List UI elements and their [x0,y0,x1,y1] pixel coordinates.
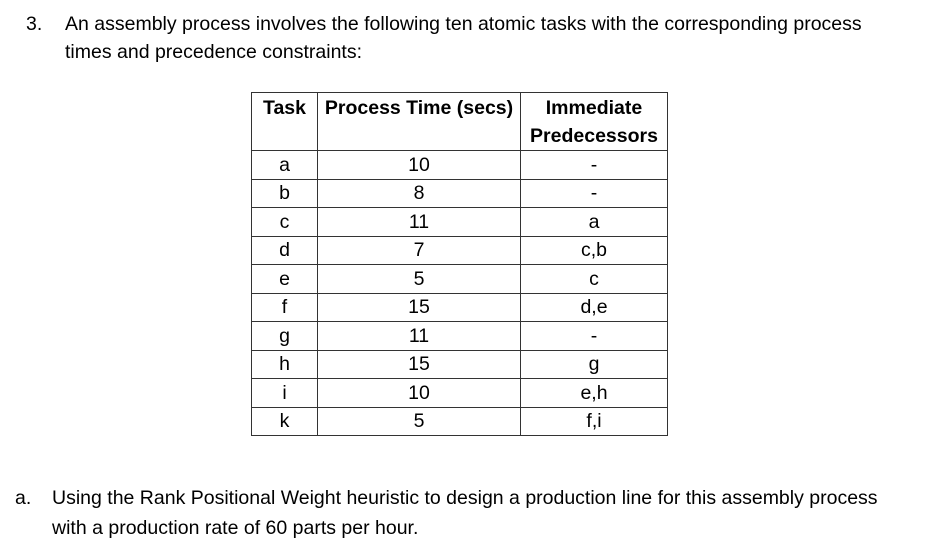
table-row [252,265,668,294]
header-predecessors-line-1: Immediate [545,97,643,119]
cell-time: 5 [318,265,521,294]
cell-task: a [252,151,318,180]
part-a-text [52,483,932,543]
table-row [252,208,668,237]
header-task: Task [252,93,318,151]
table-row [252,322,668,351]
question-text-line-2: times and precedence constraints: [65,41,362,63]
table-row [252,379,668,408]
part-a-text-line-1: Using the Rank Positional Weight heuristic to design a production line for this assembly process [52,487,878,509]
table-row [252,407,668,436]
cell-time: 11 [318,208,521,237]
table-row [252,350,668,379]
cell-task: i [252,379,318,408]
question-text [65,10,925,66]
cell-time: 11 [318,322,521,351]
table-row [252,293,668,322]
header-predecessors-line-2: Predecessors [530,125,658,147]
table-header-row [252,93,668,151]
cell-predecessors: g [521,350,668,379]
question-text-line-1: An assembly process involves the following ten atomic tasks with the corresponding process [65,13,862,35]
cell-time: 7 [318,236,521,265]
question-number: 3. [26,13,43,35]
cell-predecessors: a [521,208,668,237]
cell-time: 8 [318,179,521,208]
cell-time: 5 [318,407,521,436]
cell-task: d [252,236,318,265]
cell-predecessors: - [521,179,668,208]
cell-predecessors: - [521,151,668,180]
cell-predecessors: d,e [521,293,668,322]
cell-task: g [252,322,318,351]
table-row [252,151,668,180]
cell-time: 10 [318,379,521,408]
table-row [252,179,668,208]
cell-task: b [252,179,318,208]
cell-predecessors: c,b [521,236,668,265]
part-a-label: a. [15,487,32,509]
cell-task: c [252,208,318,237]
cell-task: k [252,407,318,436]
cell-predecessors: - [521,322,668,351]
cell-time: 10 [318,151,521,180]
cell-task: h [252,350,318,379]
cell-time: 15 [318,293,521,322]
cell-time: 15 [318,350,521,379]
header-process-time: Process Time (secs) [318,93,521,151]
part-a-text-line-2: with a production rate of 60 parts per hour. [52,517,419,539]
cell-predecessors: c [521,265,668,294]
cell-predecessors: e,h [521,379,668,408]
cell-task: e [252,265,318,294]
task-table [251,92,668,436]
cell-task: f [252,293,318,322]
cell-predecessors: f,i [521,407,668,436]
header-predecessors [521,93,668,151]
table-row [252,236,668,265]
